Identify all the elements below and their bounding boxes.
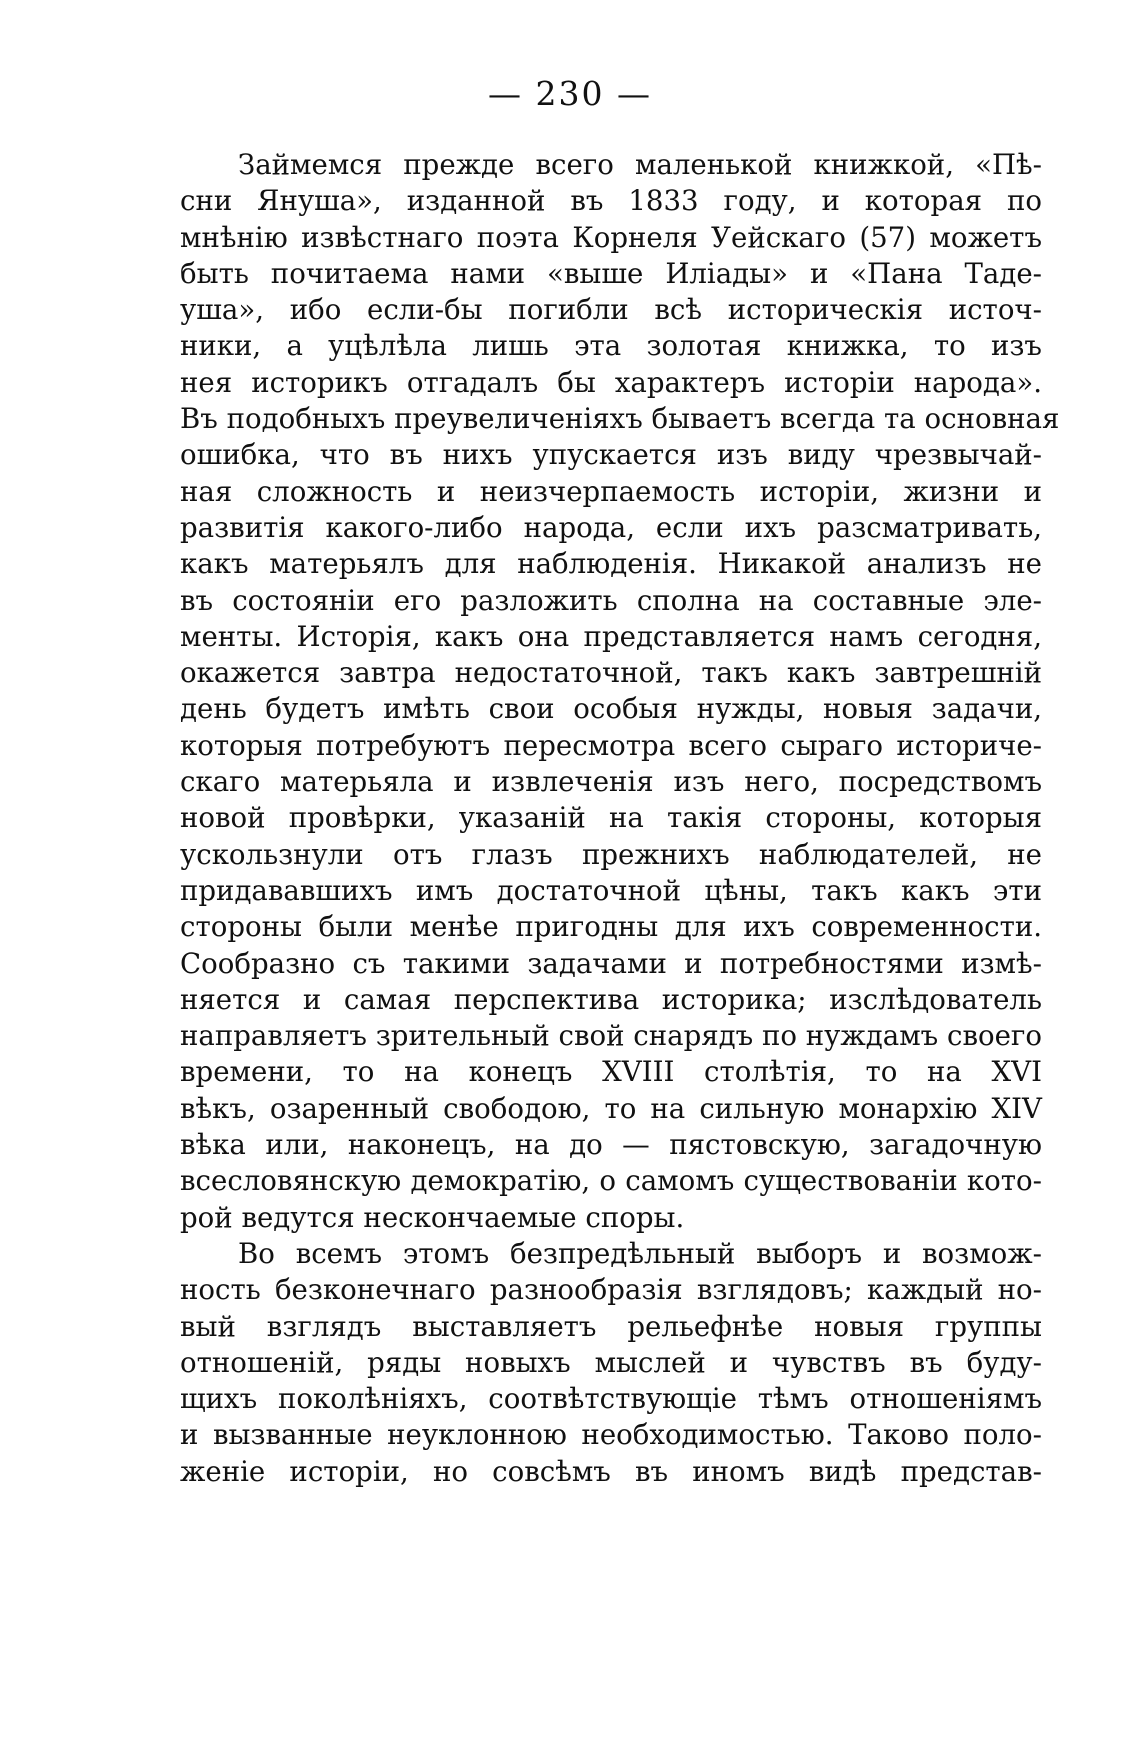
text-line: нея историкъ отгадалъ бы характеръ исторіи народа». [180, 365, 1042, 399]
text-line: направляетъ зрительный свой снарядъ по нуждамъ своего [180, 1019, 1042, 1053]
text-line: женіе исторіи, но совсѣмъ въ иномъ видѣ представ- [180, 1454, 1042, 1488]
text-line: ошибка, что въ нихъ упускается изъ виду чрезвычай- [180, 438, 1042, 472]
text-line: въ состояніи его разложить сполна на составные эле- [180, 583, 1042, 617]
body-text [180, 147, 1060, 1490]
page-number: — 230 — [488, 74, 652, 113]
text-line: ная сложность и неизчерпаемость исторіи, жизни и [180, 474, 1042, 508]
text-line: стороны были менѣе пригодны для ихъ современности. [180, 910, 1042, 944]
text-line: придававшихъ имъ достаточной цѣны, такъ какъ эти [180, 873, 1042, 907]
paragraph-2 [180, 1236, 1042, 1490]
text-line: ускользнули отъ глазъ прежнихъ наблюдателей, не [180, 837, 1042, 871]
text-line: вѣка или, наконецъ, на до — пястовскую, загадочную [180, 1128, 1042, 1162]
paragraph-1 [180, 147, 1060, 1236]
text-line: вый взглядъ выставляетъ рельефнѣе новыя группы [180, 1309, 1042, 1343]
text-line: рой ведутся нескончаемые споры. [180, 1200, 685, 1234]
text-line: Во всемъ этомъ безпредѣльный выборъ и возмож- [238, 1236, 1042, 1270]
text-line: щихъ поколѣніяхъ, соотвѣтствующіе тѣмъ отношеніямъ [180, 1382, 1042, 1416]
text-line: быть почитаема нами «выше Иліады» и «Пана Таде- [180, 256, 1042, 290]
text-line: менты. Исторія, какъ она представляется намъ сегодня, [180, 619, 1042, 653]
text-line: ность безконечнаго разнообразія взглядовъ; каждый но- [180, 1273, 1042, 1307]
text-line: которыя потребуютъ пересмотра всего сыраго историче- [180, 728, 1042, 762]
text-line: какъ матерьялъ для наблюденія. Никакой анализъ не [180, 547, 1042, 581]
text-line: мнѣнію извѣстнаго поэта Корнеля Уейскаго (57) можетъ [180, 220, 1042, 254]
text-line: няется и самая перспектива историка; изслѣдователь [180, 982, 1042, 1016]
text-line: окажется завтра недостаточной, такъ какъ завтрешній [180, 656, 1042, 690]
text-line: ники, а уцѣлѣла лишь эта золотая книжка, то изъ [180, 329, 1042, 363]
text-line: всесловянскую демократію, о самомъ существованіи кото- [180, 1164, 1042, 1198]
text-line: уша», ибо если-бы погибли всѣ историческія источ- [180, 293, 1042, 327]
text-line: вѣкъ, озаренный свободою, то на сильную монархію XIV [180, 1091, 1042, 1125]
text-line: Займемся прежде всего маленькой книжкой, «Пѣ- [238, 148, 1042, 181]
text-line: отношеній, ряды новыхъ мыслей и чувствъ въ буду- [180, 1345, 1042, 1379]
text-line: скаго матерьяла и извлеченія изъ него, посредствомъ [180, 765, 1042, 799]
text-line: сни Януша», изданной въ 1833 году, и которая по [180, 184, 1042, 218]
text-line: Сообразно съ такими задачами и потребностями измѣ- [180, 946, 1042, 980]
text-line: день будетъ имѣть свои особыя нужды, новыя задачи, [180, 692, 1042, 726]
text-line: развитія какого-либо народа, если ихъ разсматривать, [180, 510, 1042, 544]
text-line: и вызванные неуклонною необходимостью. Таково поло- [180, 1418, 1042, 1452]
text-line: новой провѣрки, указаній на такія стороны, которыя [180, 801, 1042, 835]
text-line: времени, то на конецъ XVIII столѣтія, то на XVI [180, 1055, 1042, 1089]
text-line: Въ подобныхъ преувеличеніяхъ бываетъ всегда та основная [180, 402, 1060, 436]
